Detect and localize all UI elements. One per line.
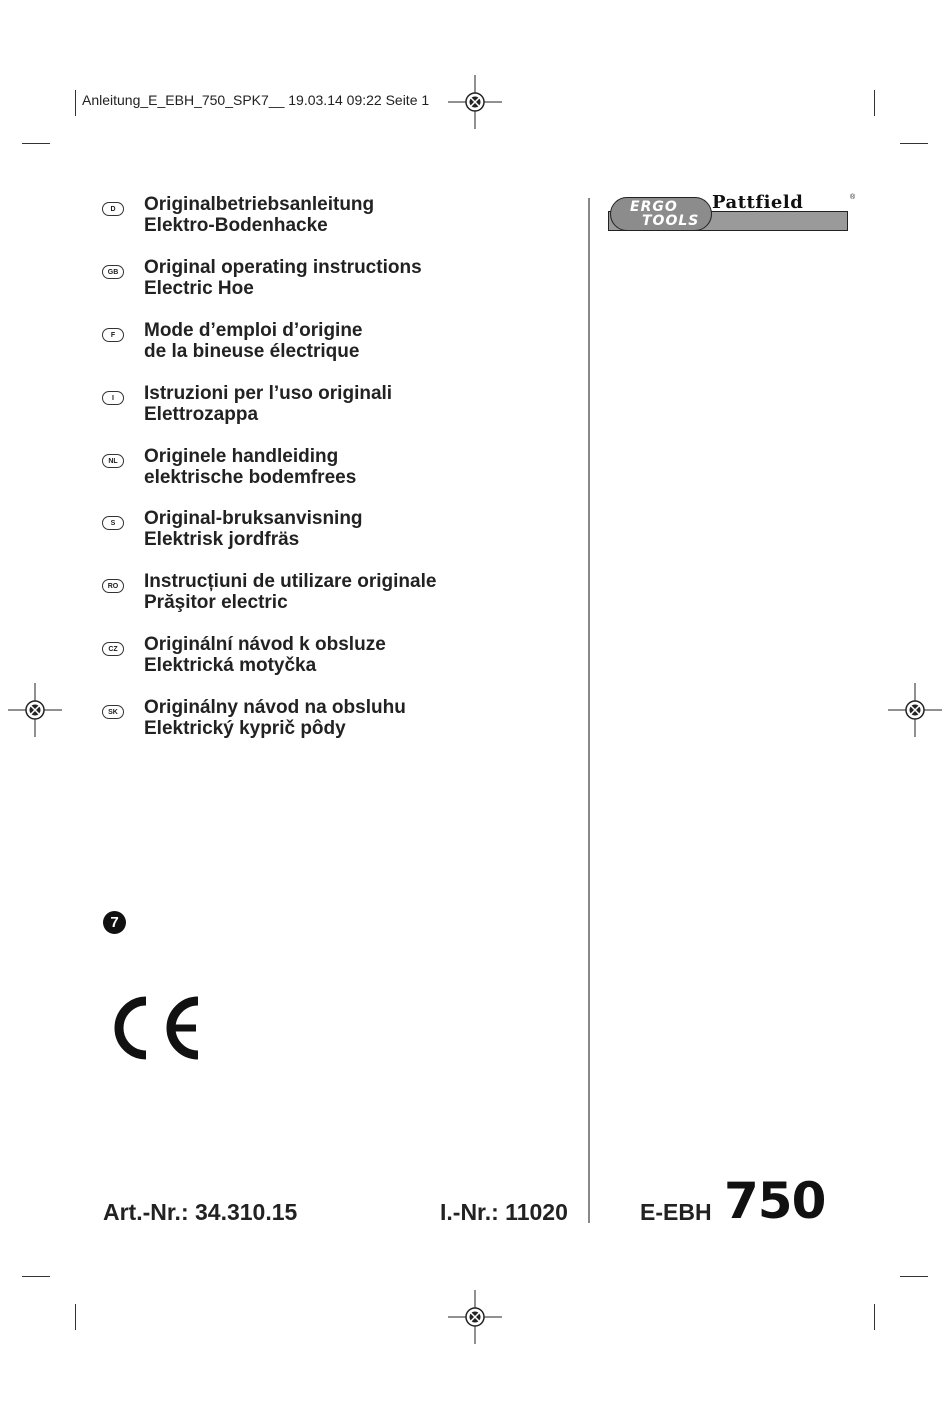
language-item <box>100 383 570 433</box>
language-item <box>100 257 570 307</box>
language-product: de la bineuse électrique <box>144 341 360 362</box>
column-divider <box>588 198 590 1223</box>
language-product: Electric Hoe <box>144 278 254 299</box>
language-item <box>100 320 570 370</box>
language-item <box>100 508 570 558</box>
language-code-badge: S <box>102 516 124 530</box>
language-product: Elektrická motyčka <box>144 655 317 676</box>
language-code-badge: RO <box>102 579 124 593</box>
language-item <box>100 571 570 621</box>
language-product: Prăşitor electric <box>144 592 288 613</box>
language-title: Mode d’emploi d’origine <box>144 320 363 341</box>
language-code-badge: SK <box>102 705 124 719</box>
language-title: Originele handleiding <box>144 446 339 467</box>
model-number: 750 <box>724 1172 826 1230</box>
language-product: Elektrisk jordfräs <box>144 529 300 550</box>
language-code-badge: F <box>102 328 124 342</box>
language-item <box>100 634 570 684</box>
language-title: Original-bruksanvisning <box>144 508 363 529</box>
language-code-badge: GB <box>102 265 124 279</box>
language-code-badge: I <box>102 391 124 405</box>
item-number: I.-Nr.: 11020 <box>440 1199 568 1225</box>
registration-mark-top <box>448 75 502 129</box>
logo-tools-text: TOOLS <box>642 213 700 229</box>
crop-mark <box>874 90 875 116</box>
article-number: Art.-Nr.: 34.310.15 <box>103 1199 298 1225</box>
version-badge: 7 <box>103 911 126 934</box>
model-prefix: E-EBH <box>640 1199 712 1225</box>
registration-mark-bottom <box>448 1290 502 1344</box>
crop-mark <box>900 143 928 144</box>
registered-mark: ® <box>850 194 856 201</box>
language-title: Originální návod k obsluze <box>144 634 386 655</box>
language-product: elektrische bodemfrees <box>144 467 357 488</box>
crop-mark <box>900 1276 928 1277</box>
crop-mark <box>22 143 50 144</box>
language-title: Istruzioni per l’uso originali <box>144 383 393 404</box>
language-title: Instrucțiuni de utilizare originale <box>144 571 437 592</box>
language-product: Elektrický kyprič pôdy <box>144 718 346 739</box>
crop-mark <box>22 1276 50 1277</box>
registration-mark-left <box>8 683 62 737</box>
language-item <box>100 697 570 747</box>
ce-mark-icon <box>110 996 202 1060</box>
language-title: Original operating instructions <box>144 257 422 278</box>
language-code-badge: NL <box>102 454 124 468</box>
language-code-badge: CZ <box>102 642 124 656</box>
crop-mark <box>75 90 76 116</box>
language-title: Originálny návod na obsluhu <box>144 697 406 718</box>
crop-mark <box>75 1304 76 1330</box>
brand-logo <box>606 193 856 233</box>
crop-mark <box>874 1304 875 1330</box>
logo-brand-text: Pattfield <box>712 192 804 213</box>
language-item <box>100 446 570 496</box>
logo-ergo-text: ERGO <box>630 199 678 215</box>
language-code-badge: D <box>102 202 124 216</box>
language-product: Elektro-Bodenhacke <box>144 215 328 236</box>
language-item <box>100 194 570 244</box>
language-title: Originalbetriebsanleitung <box>144 194 375 215</box>
print-header: Anleitung_E_EBH_750_SPK7__ 19.03.14 09:22 Seite 1 <box>82 92 430 108</box>
registration-mark-right <box>888 683 942 737</box>
language-product: Elettrozappa <box>144 404 259 425</box>
